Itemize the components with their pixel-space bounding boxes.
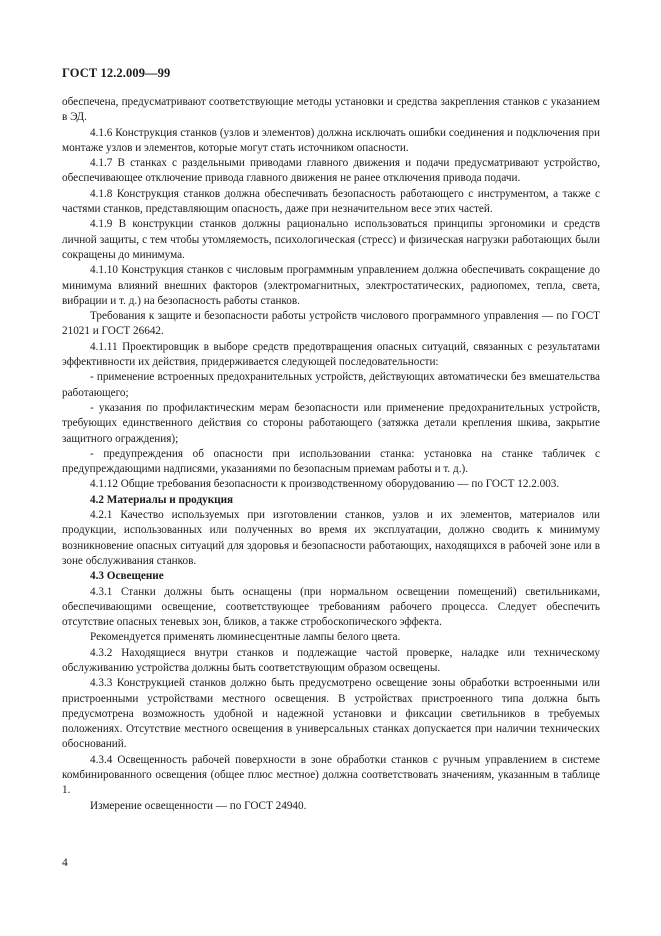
- paragraph-continuation: обеспечена, предусматривают соответствующие методы установки и средства закрепления станков с указанием в ЭД.: [62, 96, 600, 124]
- paragraph-4-1-6: 4.1.6 Конструкция станков (узлов и элементов) должна исключать ошибки соединения и подключения при монтаже узлов и элементов, которые могут стать источником опасности.: [62, 126, 600, 154]
- paragraph-4-2-1: 4.2.1 Качество используемых при изготовлении станков, узлов и их элементов, материалов или продукции, использованных или полученных во время их эксплуатации, должно сводить к минимуму возникновение опасных ситуаций для здоровья и безопасности работающих, находящихся в рабочей зоне или в зоне обслуживания станков.: [62, 509, 600, 567]
- paragraph-lamp-recommendation: Рекомендуется применять люминесцентные лампы белого цвета.: [90, 631, 401, 644]
- paragraph-cnc-requirements: Требования к защите и безопасности работы устройств числового программного управления — по ГОСТ 21021 и ГОСТ 26642.: [62, 310, 600, 338]
- paragraph-4-3-2: 4.3.2 Находящиеся внутри станков и подлежащие частой проверке, наладке или техническому обслуживанию устройства должны быть соответствующим образом освещены.: [62, 646, 600, 674]
- section-heading-4-3: 4.3 Освещение: [90, 570, 164, 583]
- paragraph-4-1-8: 4.1.8 Конструкция станков должна обеспечивать безопасность работающего с инструментом, а также с частями станков, представляющим опасность, даже при незначительном весе этих частей.: [62, 187, 600, 216]
- paragraph-illuminance-measurement: Измерение освещенности — по ГОСТ 24940.: [90, 799, 307, 812]
- section-heading-4-2: 4.2 Материалы и продукция: [90, 493, 234, 506]
- page-header-standard-number: ГОСТ 12.2.009—99: [62, 66, 171, 80]
- paragraph-4-3-1: 4.3.1 Станки должны быть оснащены (при нормальном освещении помещений) светильниками, обеспечивающими освещение, соответствующее требованиям рабочего процесса. Следует обеспечить отсутствие опасных теневых зон, бликов, а также стробоскопического эффекта.: [62, 585, 600, 629]
- list-item-warnings: - предупреждения об опасности при использовании станка: установка на станке табличек с предупреждающими надписями, указаниями по безопасным приемам работы и т. д.).: [62, 447, 600, 476]
- paragraph-4-1-7: 4.1.7 В станках с раздельными приводами главного движения и подачи предусматривают устройство, обеспечивающее отключение привода главного движения не ранее отключения привода подачи.: [62, 157, 600, 185]
- paragraph-4-1-12: 4.1.12 Общие требования безопасности к производственному оборудованию — по ГОСТ 12.2.003.: [90, 478, 560, 491]
- paragraph-4-3-4: 4.3.4 Освещенность рабочей поверхности в зоне обработки станков с ручным управлением в системе комбинированного освещения (общее плюс местное) должна соответствовать значениям, указанным в таблице 1.: [62, 753, 600, 797]
- paragraph-4-1-10: 4.1.10 Конструкция станков с числовым программным управлением должна обеспечивать сокращение до минимума влияний внешних факторов (электромагнитных, электростатических, радиопомех, тепла, света, вибрации и т. д.) на безопасность работы станков.: [62, 264, 600, 307]
- list-item-preventive-measures: - указания по профилактическим мерам безопасности или применение предохранительных устройств, требующих единственного действия со стороны работающего (затяжка детали крепления шкива, закрытие защитного ограждения);: [62, 401, 600, 445]
- list-item-built-in-devices: - применение встроенных предохранительных устройств, действующих автоматически без вмешательства работающего;: [62, 371, 600, 399]
- paragraph-4-1-11: 4.1.11 Проектировщик в выборе средств предотвращения опасных ситуаций, связанных с результатами эффективности их действия, придерживается следующей последовательности:: [62, 340, 600, 369]
- page-body: [62, 95, 600, 814]
- page-number: 4: [62, 857, 68, 869]
- paragraph-4-3-3: 4.3.3 Конструкцией станков должно быть предусмотрено освещение зоны обработки встроенными или пристроенными устройствами местного освещения. В устройствах пристроенного типа должна быть предусмотрена возможность удобной и надежной установки и фиксации светильников в требуемых положениях. Отсутствие местного освещения в универсальных станках допускается при наличии технических обоснований.: [62, 677, 600, 751]
- paragraph-4-1-9: 4.1.9 В конструкции станков должны рационально использоваться принципы эргономики и средств личной защиты, с тем чтобы утомляемость, психологическая (стресс) и физическая нагрузки работающих были сокращены до минимума.: [62, 218, 600, 261]
